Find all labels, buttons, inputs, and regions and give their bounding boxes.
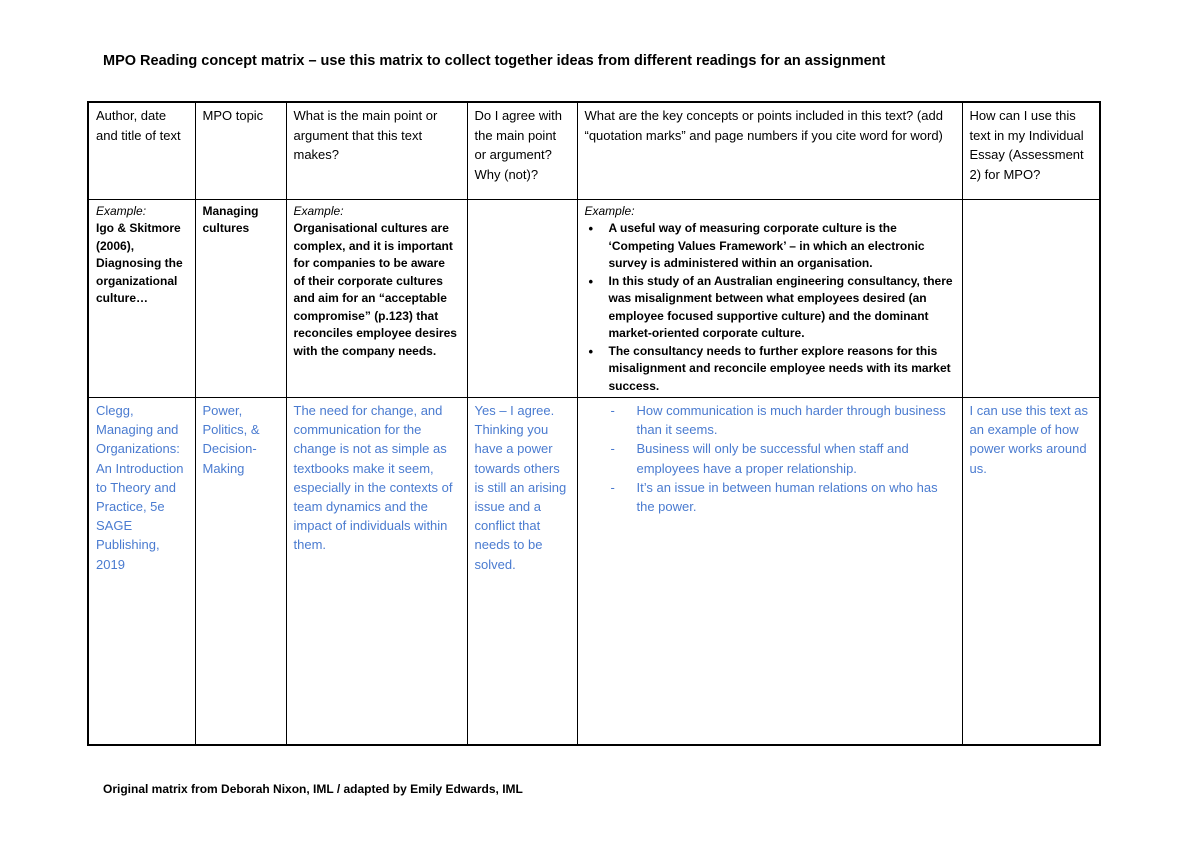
example-agree-cell — [467, 199, 577, 398]
footer-credit: Original matrix from Deborah Nixon, IML / adapted by Emily Edwards, IML — [103, 782, 523, 796]
list-item: • A useful way of measuring corporate culture is the ‘Competing Values Framework’ – in which an electronic survey is administered within an organisation. — [609, 220, 955, 273]
example-use-cell — [962, 199, 1100, 398]
entry-use[interactable]: I can use this text as an example of how power works around us. — [962, 398, 1100, 745]
header-use: How can I use this text in my Individual Essay (Assessment 2) for MPO? — [962, 102, 1100, 199]
concept-matrix-table — [87, 101, 1101, 746]
list-item: • The consultancy needs to further explore reasons for this misalignment and reconcile employee needs with its market success. — [609, 343, 955, 396]
example-topic: Managing cultures — [202, 203, 259, 235]
entry-agree[interactable]: Yes – I agree. Thinking you have a power towards others is still an arising issue and a conflict that needs to be solved. — [467, 398, 577, 745]
header-author: Author, date and title of text — [88, 102, 195, 199]
example-topic-cell — [195, 199, 286, 398]
entry-topic[interactable]: Power, Politics, & Decision-Making — [195, 398, 286, 745]
entry-main-point[interactable]: The need for change, and communication for the change is not as simple as textbooks make it seem, especially in the contexts of team dynamics and the impact of individuals within them. — [286, 398, 467, 745]
list-item: - It’s an issue in between human relations on who has the power. — [637, 478, 955, 516]
header-main-point: What is the main point or argument that this text makes? — [286, 102, 467, 199]
example-label: Example: — [293, 203, 344, 218]
example-key-points-list — [585, 220, 955, 395]
entry-key-points-cell[interactable] — [577, 398, 962, 745]
entry-key-points-list — [585, 401, 955, 516]
entry-author[interactable]: Clegg, Managing and Organizations: An Introduction to Theory and Practice, 5e SAGE Publishing, 2019 — [88, 398, 195, 745]
list-item: • In this study of an Australian engineering consultancy, there was misalignment between what employees desired (an employee focused supportive culture) and the dominant market-oriented corporate culture. — [609, 273, 955, 343]
example-key-points-cell — [577, 199, 962, 398]
list-item: - How communication is much harder through business than it seems. — [637, 401, 955, 439]
entry-row — [88, 398, 1100, 745]
example-main-point-cell — [286, 199, 467, 398]
example-row — [88, 199, 1100, 398]
header-row — [88, 102, 1100, 199]
example-author-cell — [88, 199, 195, 398]
example-author: Igo & Skitmore (2006), Diagnosing the organizational culture… — [96, 221, 183, 305]
example-main-point: Organisational cultures are complex, and it is important for companies to be aware of their corporate cultures and aim for an “acceptable compromise” (p.123) that reconciles employee desires with the company needs. — [293, 221, 457, 358]
list-item: - Business will only be successful when staff and employees have a proper relationship. — [637, 439, 955, 477]
header-agree: Do I agree with the main point or argument? Why (not)? — [467, 102, 577, 199]
header-key-concepts: What are the key concepts or points included in this text? (add “quotation marks” and page numbers if you cite word for word) — [577, 102, 962, 199]
document-title: MPO Reading concept matrix – use this matrix to collect together ideas from different readings for an assignment — [103, 53, 886, 69]
example-label: Example: — [584, 203, 635, 218]
example-label: Example: — [96, 203, 147, 218]
header-topic: MPO topic — [195, 102, 286, 199]
